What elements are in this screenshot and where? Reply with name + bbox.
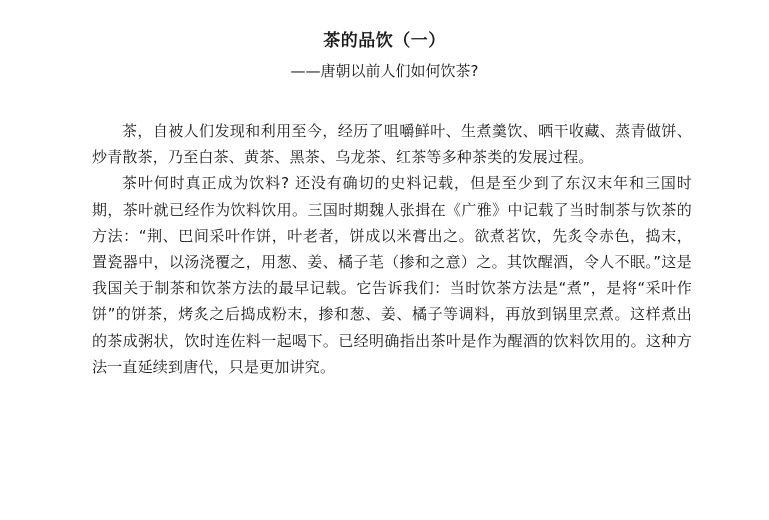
- document-body: [92, 118, 692, 380]
- paragraph-1: 茶，自被人们发现和利用至今，经历了咀嚼鲜叶、生煮羹饮、晒干收藏、蒸青做饼、炒青散茶，乃至白茶、黄茶、黑茶、乌龙茶、红茶等多种茶类的发展过程。: [92, 122, 692, 167]
- document-subtitle: ——唐朝以前人们如何饮茶?: [290, 62, 479, 80]
- paragraph-2: 茶叶何时真正成为饮料? 还没有确切的史料记载，但是至少到了东汉末年和三国时期，茶叶就已经作为饮料饮用。三国时期魏人张揖在《广雅》中记载了当时制茶与饮茶的方法：“荆、巴间采叶作饼，叶老者，饼成以米膏出之。欲煮茗饮，先炙令赤色，捣末，置瓷器中，以汤浇覆之，用葱、姜、橘子芼（掺和之意）之。其饮醒酒，令人不眠。”这是我国关于制茶和饮茶方法的最早记载。它告诉我们：当时饮茶方法是“煮”，是将“采叶作饼”的饼茶，烤炙之后捣成粉末，掺和葱、姜、橘子等调料，再放到锅里烹煮。这样煮出的茶成粥状，饮时连佐料一起喝下。已经明确指出茶叶是作为醒酒的饮料饮用的。这种方法一直延续到唐代，只是更加讲究。: [92, 174, 692, 376]
- document-title: 茶的品饮（一）: [323, 31, 446, 51]
